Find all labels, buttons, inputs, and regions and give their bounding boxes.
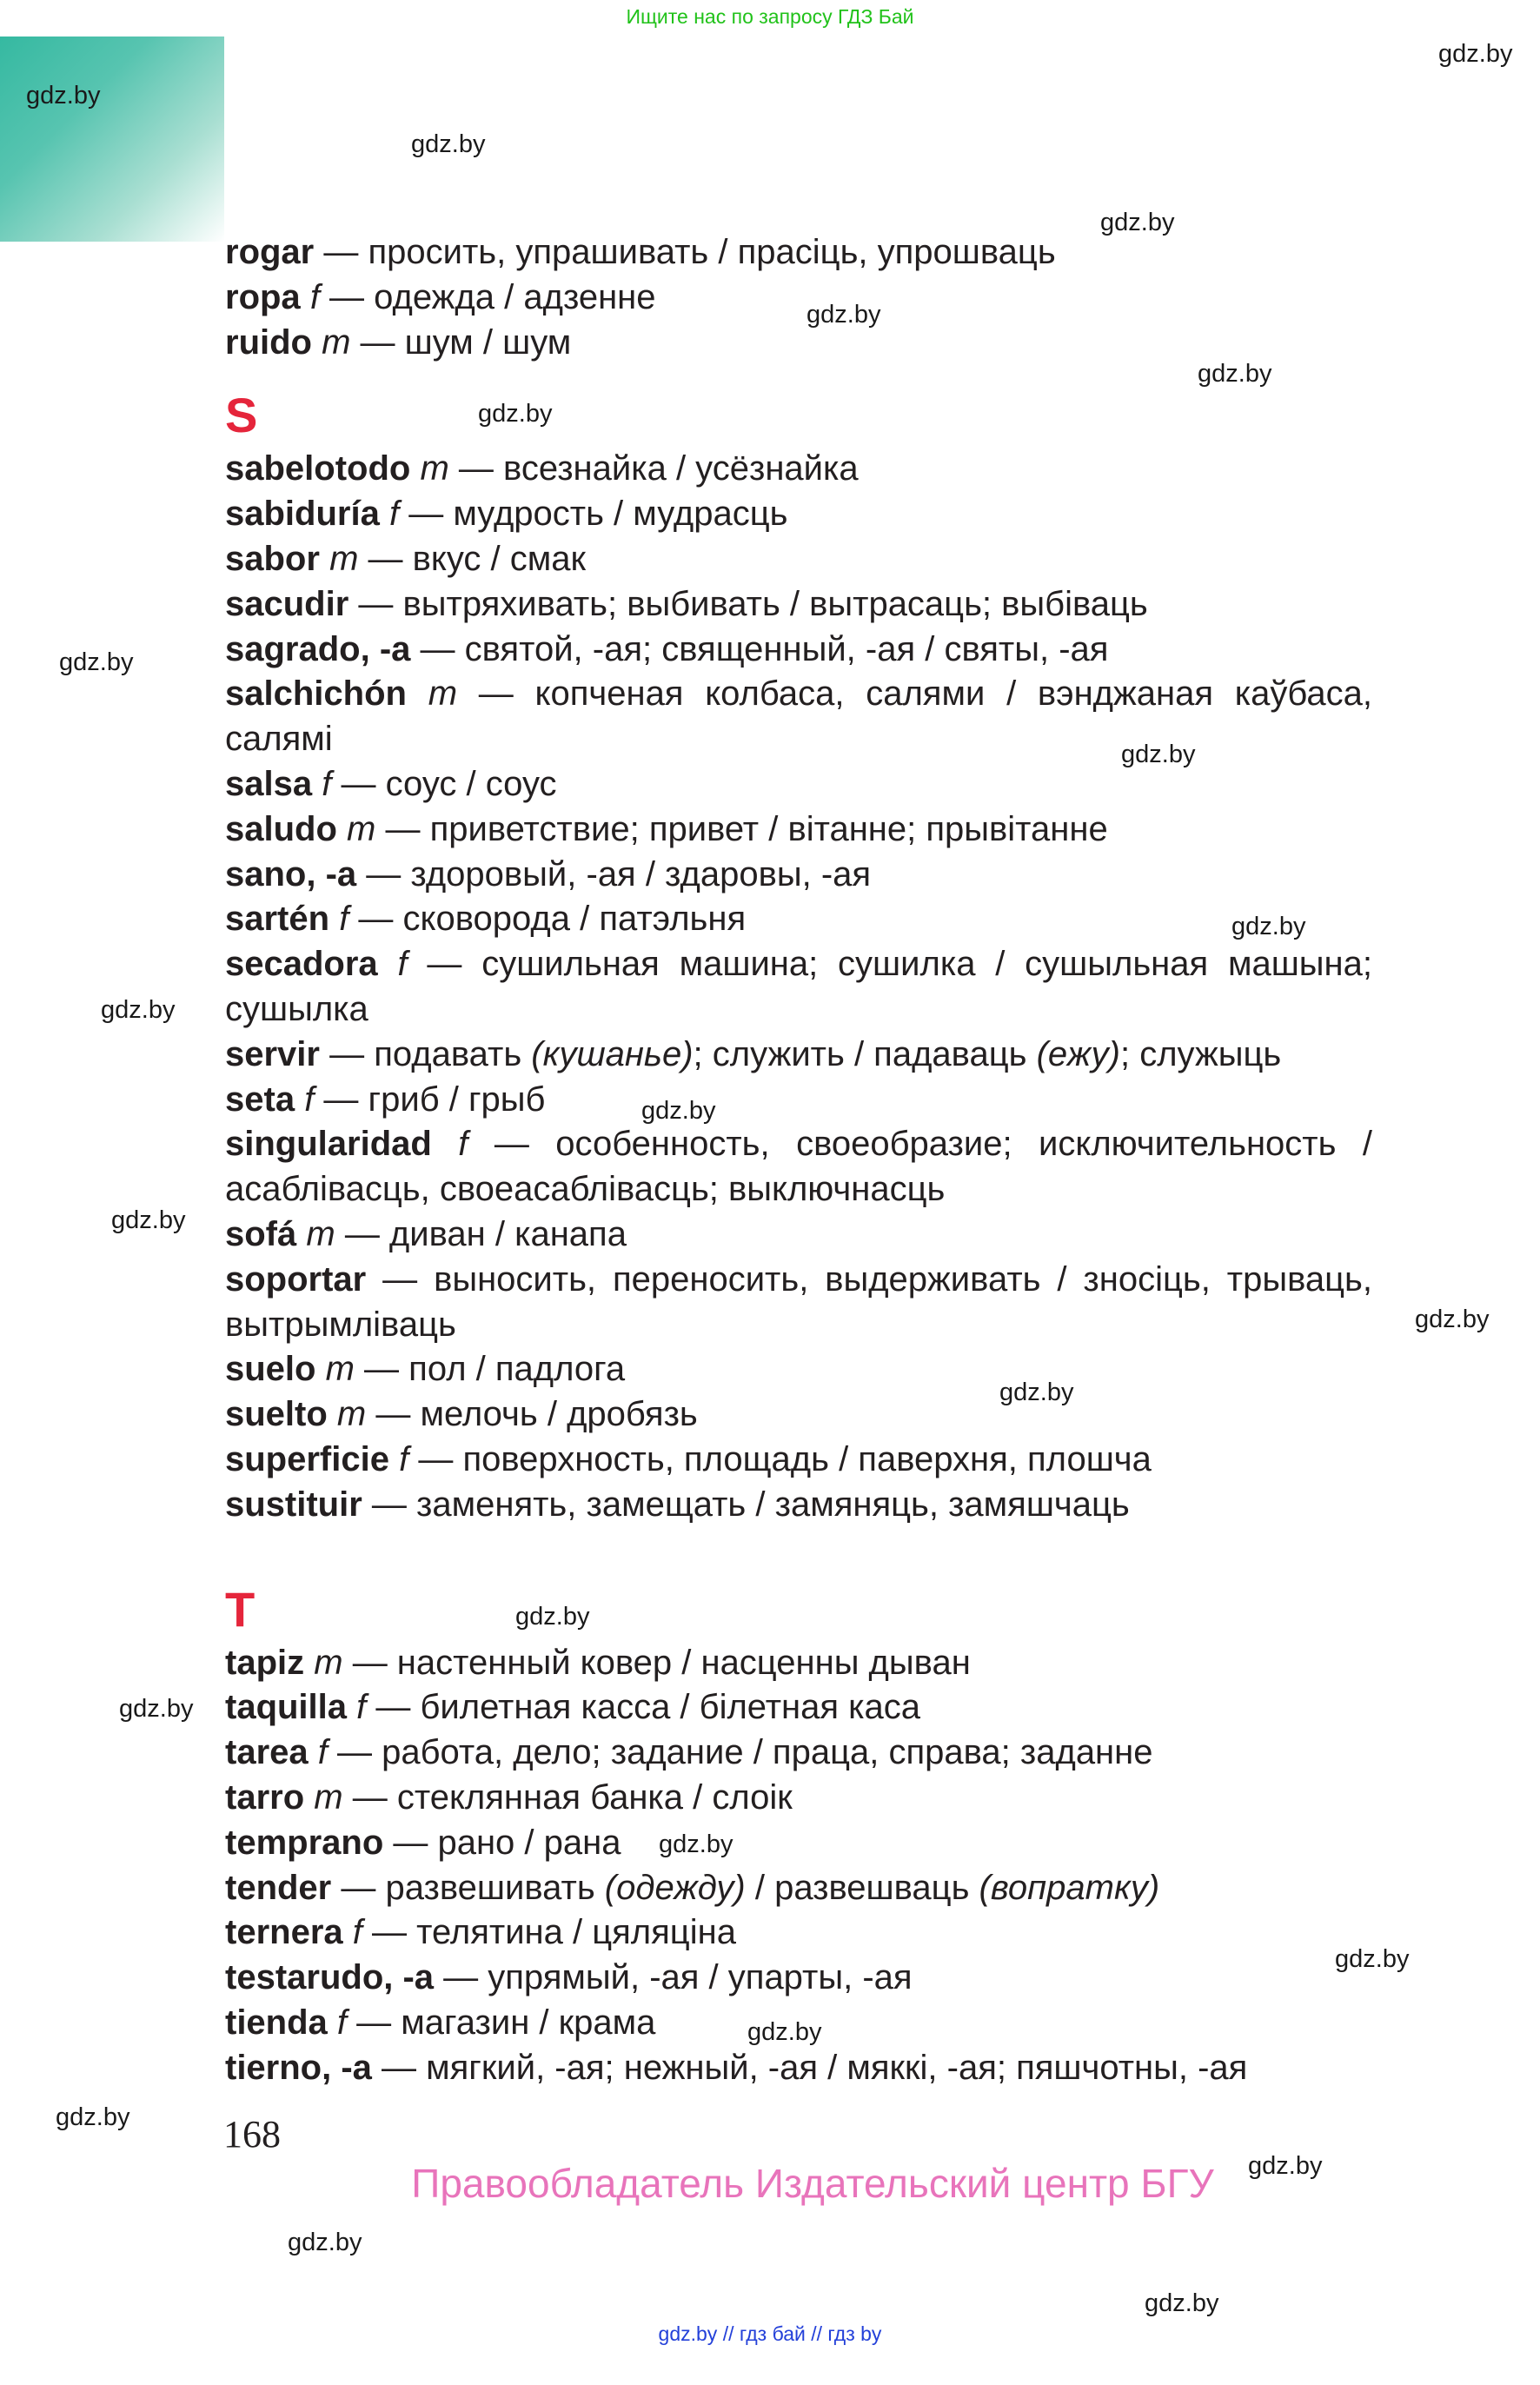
translation-text: / развешваць — [745, 1868, 979, 1907]
translation-text — [295, 1080, 304, 1119]
translation-text — [301, 278, 310, 316]
watermark: gdz.by — [659, 1830, 733, 1858]
dictionary-content — [225, 230, 1372, 2090]
grammar-mark: m — [325, 1350, 355, 1389]
dictionary-entry — [225, 762, 1372, 807]
headword: tienda — [225, 2003, 328, 2042]
dictionary-entry — [225, 1821, 1372, 1866]
translation-text: — просить, упрашивать / прасіць, упрошваць — [314, 233, 1056, 271]
dictionary-entry — [225, 582, 1372, 628]
watermark: gdz.by — [999, 1379, 1074, 1406]
dictionary-entry — [225, 1731, 1372, 1776]
grammar-mark: f — [317, 1733, 328, 1772]
grammar-mark: f — [339, 900, 349, 939]
dictionary-entry — [225, 2046, 1372, 2091]
translation-text: — мудрость / мудрасць — [399, 495, 788, 534]
watermark: gdz.by — [478, 400, 553, 428]
translation-text: — всезнайка / усёзнайка — [448, 449, 859, 488]
headword: singularidad — [225, 1125, 432, 1164]
watermark: gdz.by — [1415, 1305, 1490, 1333]
translation-text — [329, 900, 339, 938]
headword: tarea — [225, 1733, 309, 1772]
watermark: gdz.by — [807, 301, 881, 329]
dictionary-entry — [225, 1866, 1372, 1911]
translation-text — [343, 1913, 353, 1951]
dictionary-entry — [225, 1212, 1372, 1258]
translation-text: — рано / рана — [383, 1823, 621, 1862]
headword: sabiduría — [225, 495, 380, 534]
translation-text: — заменять, замещать / замяняць, замяшчаць — [362, 1485, 1130, 1524]
grammar-mark: f — [304, 1080, 315, 1119]
headword: sabelotodo — [225, 449, 411, 488]
watermark: gdz.by — [26, 82, 101, 110]
grammar-mark: m — [306, 1214, 335, 1253]
translation-text — [304, 1778, 314, 1817]
grammar-mark: (ежу) — [1036, 1034, 1120, 1073]
dictionary-entry — [225, 628, 1372, 673]
dictionary-entry — [225, 537, 1372, 582]
dictionary-entry — [225, 1776, 1372, 1821]
headword: sustituir — [225, 1485, 362, 1524]
dictionary-entry — [225, 2001, 1372, 2046]
grammar-mark: (одежду) — [604, 1868, 746, 1907]
grammar-mark: f — [399, 1439, 409, 1478]
translation-text: — гриб / грыб — [314, 1080, 546, 1119]
dictionary-entry — [225, 1347, 1372, 1392]
headword: soportar — [225, 1259, 367, 1299]
letter-heading-t: T — [225, 1581, 256, 1637]
headword: testarudo, -a — [225, 1958, 435, 1997]
watermark: gdz.by — [1335, 1945, 1410, 1973]
translation-text: — выносить, переносить, выдерживать / зносіць, трываць, вытрымліваць — [225, 1259, 1372, 1344]
grammar-mark: f — [322, 764, 332, 803]
headword: servir — [225, 1034, 320, 1073]
grammar-mark: (вопратку) — [979, 1868, 1160, 1907]
grammar-mark: f — [388, 495, 400, 534]
translation-text: — шум / шум — [350, 322, 572, 362]
headword: ternera — [225, 1913, 343, 1952]
grammar-mark: m — [322, 322, 351, 362]
headword: ruido — [225, 322, 312, 362]
watermark: gdz.by — [288, 2229, 362, 2256]
dictionary-entry — [225, 230, 1372, 276]
watermark: gdz.by — [515, 1603, 590, 1631]
watermark: gdz.by — [1248, 2152, 1323, 2180]
headword: tapiz — [225, 1643, 305, 1682]
translation-text — [380, 495, 389, 533]
headword: sartén — [225, 900, 330, 939]
headword: salchichón — [225, 674, 407, 714]
page-number: 168 — [223, 2113, 281, 2156]
translation-text: — копченая колбаса, салями / вэнджаная каўбаса, салямі — [225, 674, 1372, 759]
headword: sagrado, -a — [225, 629, 411, 668]
headword: ropa — [225, 277, 301, 316]
grammar-mark: f — [309, 277, 320, 316]
translation-text: — билетная касса / білетная каса — [366, 1688, 921, 1727]
dictionary-entry — [225, 1258, 1372, 1348]
headword: sacudir — [225, 584, 349, 623]
dictionary-entry — [225, 853, 1372, 898]
watermark: gdz.by — [641, 1097, 716, 1125]
translation-text: — мелочь / дробязь — [366, 1395, 698, 1434]
dictionary-entry — [225, 1033, 1372, 1078]
dictionary-entry — [225, 1956, 1372, 2001]
dictionary-entry — [225, 492, 1372, 537]
dictionary-entry — [225, 276, 1372, 321]
translation-text — [410, 449, 420, 488]
top-notice: Ищите нас по запросу ГДЗ Бай — [626, 5, 914, 28]
dictionary-entry — [225, 897, 1372, 942]
watermark: gdz.by — [59, 648, 134, 676]
dictionary-entry — [225, 1078, 1372, 1123]
headword: suelto — [225, 1395, 328, 1434]
translation-text: — одежда / адзенне — [319, 277, 656, 316]
translation-text — [312, 765, 322, 803]
translation-text — [389, 1440, 399, 1478]
translation-text — [320, 540, 329, 578]
dictionary-entry — [225, 1910, 1372, 1956]
translation-text — [309, 1733, 318, 1771]
translation-text: — здоровый, -ая / здаровы, -ая — [356, 854, 872, 894]
headword: taquilla — [225, 1688, 348, 1727]
watermark: gdz.by — [1231, 913, 1306, 940]
translation-text — [296, 1215, 306, 1253]
watermark: gdz.by — [747, 2018, 822, 2046]
watermark: gdz.by — [1121, 741, 1196, 768]
dictionary-entry — [225, 1392, 1372, 1438]
translation-text: — сковорода / патэльня — [348, 900, 747, 939]
headword: saludo — [225, 809, 337, 848]
headword: sano, -a — [225, 854, 357, 894]
dictionary-entry — [225, 321, 1372, 366]
entries-r — [225, 230, 1372, 365]
translation-text: — приветствие; привет / вітанне; прывітанне — [375, 809, 1108, 848]
headword: tarro — [225, 1777, 305, 1817]
translation-text — [328, 2003, 337, 2042]
dictionary-entry — [225, 447, 1372, 492]
translation-text: — телятина / цяляціна — [362, 1913, 736, 1952]
grammar-mark: (кушанье) — [531, 1034, 694, 1073]
headword: sofá — [225, 1214, 297, 1253]
translation-text — [337, 810, 347, 848]
grammar-mark: m — [347, 809, 376, 848]
translation-text: — диван / канапа — [335, 1214, 627, 1253]
headword: seta — [225, 1080, 295, 1119]
headword: tierno, -a — [225, 2048, 372, 2087]
translation-text: — развешивать — [331, 1868, 605, 1907]
watermark: gdz.by — [1145, 2289, 1219, 2317]
bottom-links[interactable]: gdz.by // гдз бай // гдз by — [658, 2322, 882, 2345]
dictionary-entry — [225, 942, 1372, 1033]
dictionary-entry — [225, 1438, 1372, 1483]
translation-text: — вытряхивать; выбивать / вытрасаць; выбіваць — [348, 584, 1148, 623]
translation-text — [378, 945, 398, 983]
translation-text: — соус / соус — [331, 764, 557, 803]
dictionary-entry — [225, 1122, 1372, 1212]
headword: temprano — [225, 1823, 384, 1862]
grammar-mark: f — [356, 1688, 367, 1727]
translation-text: — работа, дело; задание / праца, справа; заданне — [327, 1733, 1153, 1772]
translation-text — [315, 1350, 325, 1388]
translation-text — [328, 1395, 337, 1433]
watermark: gdz.by — [1198, 360, 1272, 388]
grammar-mark: m — [336, 1395, 367, 1434]
translation-text: — стеклянная банка / слоік — [342, 1777, 793, 1817]
headword: salsa — [225, 764, 313, 803]
grammar-mark: m — [314, 1777, 343, 1817]
translation-text: — святой, -ая; священный, -ая / святы, -ая — [410, 629, 1109, 668]
dictionary-entry — [225, 672, 1372, 762]
watermark: gdz.by — [1438, 40, 1513, 68]
watermark: gdz.by — [111, 1206, 186, 1234]
grammar-mark: f — [458, 1125, 468, 1164]
grammar-mark: f — [397, 945, 408, 984]
translation-text — [432, 1125, 458, 1163]
translation-text: — сушильная машина; сушилка / сушыльная машына; сушылка — [225, 945, 1373, 1028]
letter-heading-s: S — [225, 388, 258, 443]
watermark: gdz.by — [1100, 209, 1175, 236]
translation-text: — пол / падлога — [354, 1350, 626, 1389]
headword: suelo — [225, 1350, 316, 1389]
translation-text: — магазин / крама — [347, 2003, 656, 2042]
headword: secadora — [225, 945, 378, 984]
translation-text: — настенный ковер / насценны дыван — [342, 1643, 971, 1682]
grammar-mark: m — [314, 1643, 343, 1682]
grammar-mark: f — [352, 1913, 362, 1952]
watermark: gdz.by — [411, 130, 486, 158]
translation-text: — поверхность, площадь / паверхня, плошча — [408, 1439, 1152, 1478]
translation-text — [347, 1688, 356, 1726]
translation-text: — мягкий, -ая; нежный, -ая / мяккі, -ая; пяшчотны, -ая — [371, 2048, 1248, 2087]
translation-text — [407, 674, 428, 713]
watermark: gdz.by — [119, 1695, 194, 1723]
watermark: gdz.by — [101, 996, 176, 1024]
entries-s — [225, 447, 1372, 1527]
grammar-mark: m — [329, 539, 359, 578]
translation-text — [312, 323, 322, 362]
translation-text: ; служыць — [1119, 1034, 1282, 1073]
dictionary-entry — [225, 1685, 1372, 1731]
headword: sabor — [225, 539, 320, 578]
translation-text: — особенность, своеобразие; исключительность / асаблівасць, своеасаблівасць; выключнасць — [225, 1125, 1372, 1209]
dictionary-entry — [225, 1483, 1372, 1528]
translation-text: — вкус / смак — [358, 539, 586, 578]
corner-decoration — [0, 37, 224, 242]
grammar-mark: f — [336, 2003, 348, 2042]
headword: superficie — [225, 1439, 389, 1478]
watermark: gdz.by — [56, 2103, 130, 2131]
grammar-mark: m — [420, 449, 449, 488]
entries-t — [225, 1641, 1372, 2091]
dictionary-entry — [225, 1641, 1372, 1686]
translation-text: — подавать — [319, 1034, 532, 1073]
headword: tender — [225, 1868, 332, 1907]
grammar-mark: m — [428, 674, 458, 714]
dictionary-entry — [225, 807, 1372, 853]
copyright-notice: Правообладатель Издательский центр БГУ — [411, 2161, 1214, 2206]
headword: rogar — [225, 233, 315, 271]
translation-text: ; служить / падаваць — [693, 1034, 1037, 1073]
translation-text: — упрямый, -ая / упарты, -ая — [434, 1958, 913, 1997]
translation-text — [304, 1644, 314, 1682]
